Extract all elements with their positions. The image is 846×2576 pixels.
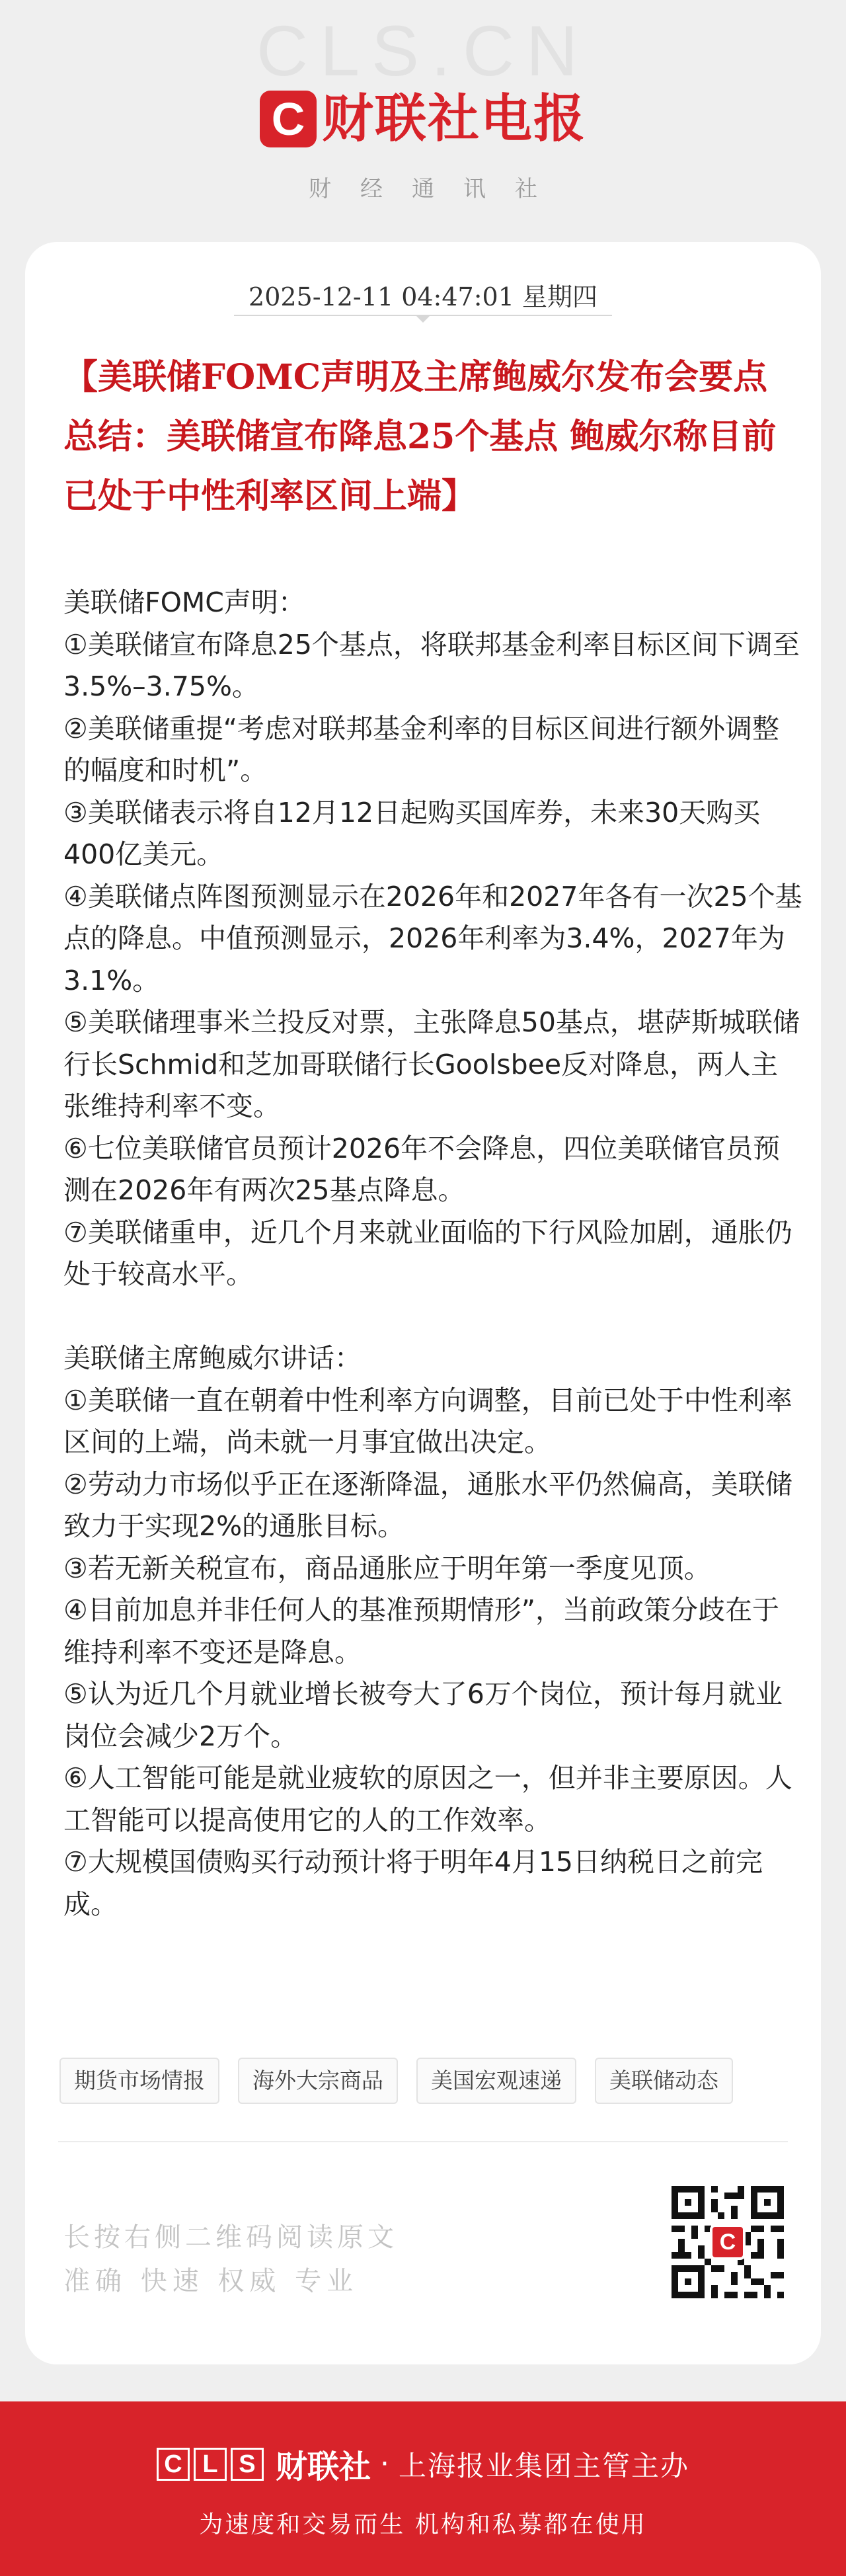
section-title-powell: 美联储主席鲍威尔讲话： xyxy=(63,1342,362,1374)
footer-divider xyxy=(58,2141,788,2142)
footer-brand-row xyxy=(0,2441,846,2487)
fomc-point: ④美联储点阵图预测显示在2026年和2027年各有一次25个基点的降息。中值预测显示，2026年利率为3.4%，2027年为3.1%。 xyxy=(63,880,802,996)
tag-commodities[interactable]: 海外大宗商品 xyxy=(238,2058,398,2104)
qr-code[interactable] xyxy=(672,2186,784,2298)
qr-logo-icon: C xyxy=(710,2224,746,2260)
date-pointer-icon xyxy=(415,315,431,323)
cls-logo-icon: C xyxy=(260,91,317,147)
powell-point: ③若无新关税宣布，商品通胀应于明年第一季度见顶。 xyxy=(63,1552,711,1584)
slogan-text: 准确 快速 权威 专业 xyxy=(63,2266,359,2296)
brand-subtitle: 财经通讯社 xyxy=(309,176,566,202)
qr-hint-text: 长按右侧二维码阅读原文 xyxy=(63,2222,398,2253)
powell-point: ⑦大规模国债购买行动预计将于明年4月15日纳税日之前完成。 xyxy=(63,1846,763,1920)
cls-letter-l: L xyxy=(194,2448,227,2481)
article-body xyxy=(63,582,802,1925)
tag-us-macro[interactable]: 美国宏观速递 xyxy=(416,2058,576,2104)
cls-watermark: CLS.CN xyxy=(256,11,590,91)
footer-slogan: 为速度和交易而生 机构和私募都在使用 xyxy=(199,2511,647,2538)
fomc-point: ①美联储宣布降息25个基点，将联邦基金利率目标区间下调至3.5%–3.75%。 xyxy=(63,628,800,702)
powell-point: ①美联储一直在朝着中性利率方向调整，目前已处于中性利率区间的上端，尚未就一月事宜做出决定。 xyxy=(63,1384,792,1458)
fomc-point: ③美联储表示将自12月12日起购买国库券，未来30天购买400亿美元。 xyxy=(63,796,761,870)
tag-fed[interactable]: 美联储动态 xyxy=(595,2058,733,2104)
powell-point: ⑥人工智能可能是就业疲软的原因之一，但并非主要原因。人工智能可以提高使用它的人的工作效率。 xyxy=(63,1762,792,1836)
powell-point: ⑤认为近几个月就业增长被夸大了6万个岗位，预计每月就业岗位会减少2万个。 xyxy=(63,1678,783,1752)
brand-name: 财联社 xyxy=(321,89,481,149)
footer-brand-name: 财联社 xyxy=(275,2448,371,2485)
fomc-point: ⑥七位美联储官员预计2026年不会降息，四位美联储官员预测在2026年有两次25基点降息。 xyxy=(63,1132,781,1206)
article-headline: 【美联储FOMC声明及主席鲍威尔发布会要点总结：美联储宣布降息25个基点 鲍威尔称目前已处于中性利率区间上端】 xyxy=(63,357,777,516)
powell-point: ②劳动力市场似乎正在逐渐降温，通胀水平仍然偏高，美联储致力于实现2%的通胀目标。 xyxy=(63,1468,792,1542)
article-datetime: 2025-12-11 04:47:01 星期四 xyxy=(249,282,597,311)
tag-list xyxy=(59,2058,733,2104)
fomc-point: ⑦美联储重申，近几个月来就业面临的下行风险加剧，通胀仍处于较高水平。 xyxy=(63,1216,792,1290)
cls-letter-c: C xyxy=(157,2448,190,2481)
tag-futures[interactable]: 期货市场情报 xyxy=(59,2058,219,2104)
footer-banner xyxy=(0,2401,846,2576)
fomc-point: ②美联储重提“考虑对联邦基金利率的目标区间进行额外调整的幅度和时机”。 xyxy=(63,712,779,786)
fomc-point: ⑤美联储理事米兰投反对票，主张降息50基点，堪萨斯城联储行长Schmid和芝加哥联储行长Goolsbee反对降息，两人主张维持利率不变。 xyxy=(63,1006,800,1122)
footer-separator: · xyxy=(380,2447,389,2481)
article-card xyxy=(25,242,821,2364)
powell-point: ④目前加息并非任何人的基准预期情形”，当前政策分歧在于维持利率不变还是降息。 xyxy=(63,1594,779,1668)
brand-telegraph: 电报 xyxy=(481,89,587,149)
section-title-fomc: 美联储FOMC声明： xyxy=(63,586,305,618)
cls-letter-s: S xyxy=(231,2448,264,2481)
brand-logo-group xyxy=(0,87,846,151)
footer-organization: 上海报业集团主管主办 xyxy=(399,2449,690,2482)
